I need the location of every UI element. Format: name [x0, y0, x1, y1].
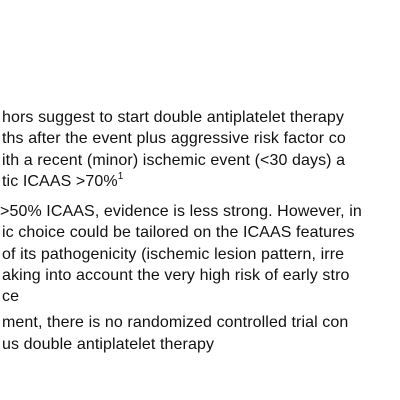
- text-line: ment, there is no randomized controlled trial con: [2, 314, 349, 331]
- text-line: tic ICAAS >70%: [2, 173, 118, 190]
- text-line: >50% ICAAS, evidence is less strong. However, in: [0, 203, 362, 220]
- text-line: ce: [2, 288, 20, 305]
- footnote-marker: 1: [117, 171, 124, 182]
- text-line: hors suggest to start double antiplatelet therapy: [2, 109, 345, 126]
- text-line: ic choice could be tailored on the ICAAS features: [2, 224, 355, 241]
- text-line-with-footnote: [2, 172, 123, 192]
- text-line: ths after the event plus aggressive risk factor co: [2, 130, 346, 147]
- text-line: us double antiplatelet therapy: [2, 336, 215, 353]
- text-line: of its pathogenicity (ischemic lesion pattern, irre: [2, 246, 345, 263]
- text-line: ith a recent (minor) ischemic event (<30 days) a: [2, 152, 346, 169]
- text-line: aking into account the very high risk of early stro: [2, 267, 350, 284]
